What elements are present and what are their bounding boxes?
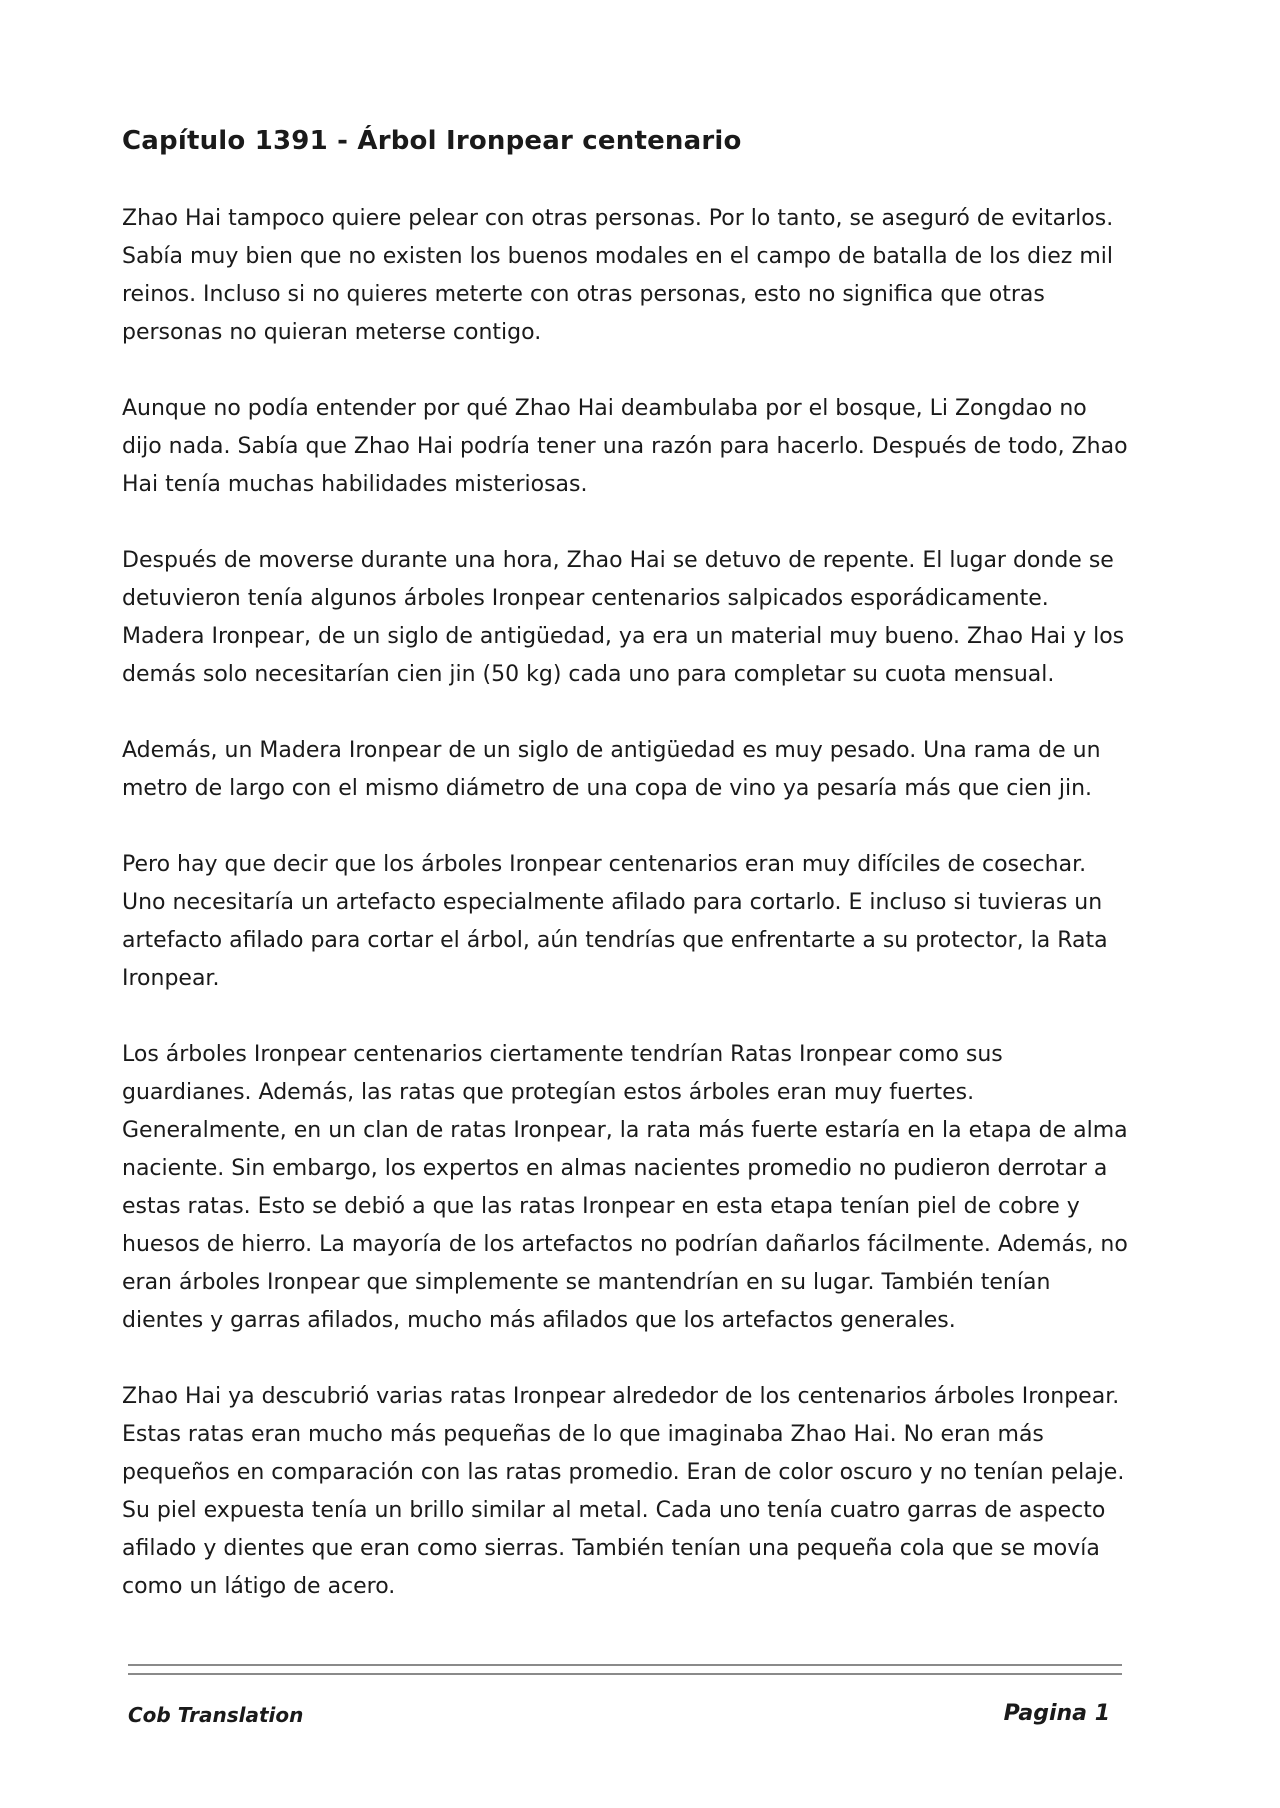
paragraph: Aunque no podía entender por qué Zhao Hai deambulaba por el bosque, Li Zongdao no dijo nada. Sabía que Zhao Hai podría tener una razón para hacerlo. Después de todo, Zhao Hai tenía muchas habilidades misteriosas. xyxy=(122,396,1128,497)
paragraph: Los árboles Ironpear centenarios ciertamente tendrían Ratas Ironpear como sus guardianes. Además, las ratas que protegían estos árboles eran muy fuertes. Generalmente, en un clan de ratas Ironpear, la rata más fuerte estaría en la etapa de alma naciente. Sin embargo, los expertos en almas nacientes promedio no pudieron derrotar a estas ratas. Esto se debió a que las ratas Ironpear en esta etapa tenían piel de cobre y huesos de hierro. La mayoría de los artefactos no podrían dañarlos fácilmente. Además, no eran árboles Ironpear que simplemente se mantendrían en su lugar. También tenían dientes y garras afilados, mucho más afilados que los artefactos generales. xyxy=(122,1042,1128,1333)
paragraph: Después de moverse durante una hora, Zhao Hai se detuvo de repente. El lugar donde se detuvieron tenía algunos árboles Ironpear centenarios salpicados esporádicamente. Madera Ironpear, de un siglo de antigüedad, ya era un material muy bueno. Zhao Hai y los demás solo necesitarían cien jin (50 kg) cada uno para completar su cuota mensual. xyxy=(122,548,1125,687)
chapter-title: Capítulo 1391 - Árbol Ironpear centenario xyxy=(122,126,742,156)
paragraph: Pero hay que decir que los árboles Ironpear centenarios eran muy difíciles de cosechar. Uno necesitaría un artefacto especialmente afilado para cortarlo. E incluso si tuvieras un artefacto afilado para cortar el árbol, aún tendrías que enfrentarte a su protector, la Rata Ironpear. xyxy=(122,852,1108,991)
footer-divider xyxy=(128,1664,1122,1666)
footer-translator-credit: Cob Translation xyxy=(128,1703,304,1727)
paragraph: Zhao Hai ya descubrió varias ratas Ironpear alrededor de los centenarios árboles Ironpear. Estas ratas eran mucho más pequeñas de lo que imaginaba Zhao Hai. No eran más pequeños en comparación con las ratas promedio. Eran de color oscuro y no tenían pelaje. Su piel expuesta tenía un brillo similar al metal. Cada uno tenía cuatro garras de aspecto afilado y dientes que eran como sierras. También tenían una pequeña cola que se movía como un látigo de acero. xyxy=(122,1384,1125,1599)
chapter-body xyxy=(122,200,1132,1644)
footer-divider xyxy=(128,1673,1122,1675)
paragraph: Además, un Madera Ironpear de un siglo de antigüedad es muy pesado. Una rama de un metro de largo con el mismo diámetro de una copa de vino ya pesaría más que cien jin. xyxy=(122,738,1101,801)
footer-page-number: Pagina 1 xyxy=(1003,1701,1110,1726)
paragraph: Zhao Hai tampoco quiere pelear con otras personas. Por lo tanto, se aseguró de evitarlos. Sabía muy bien que no existen los buenos modales en el campo de batalla de los diez mil reinos. Incluso si no quieres meterte con otras personas, esto no significa que otras personas no quieran meterse contigo. xyxy=(122,206,1114,345)
